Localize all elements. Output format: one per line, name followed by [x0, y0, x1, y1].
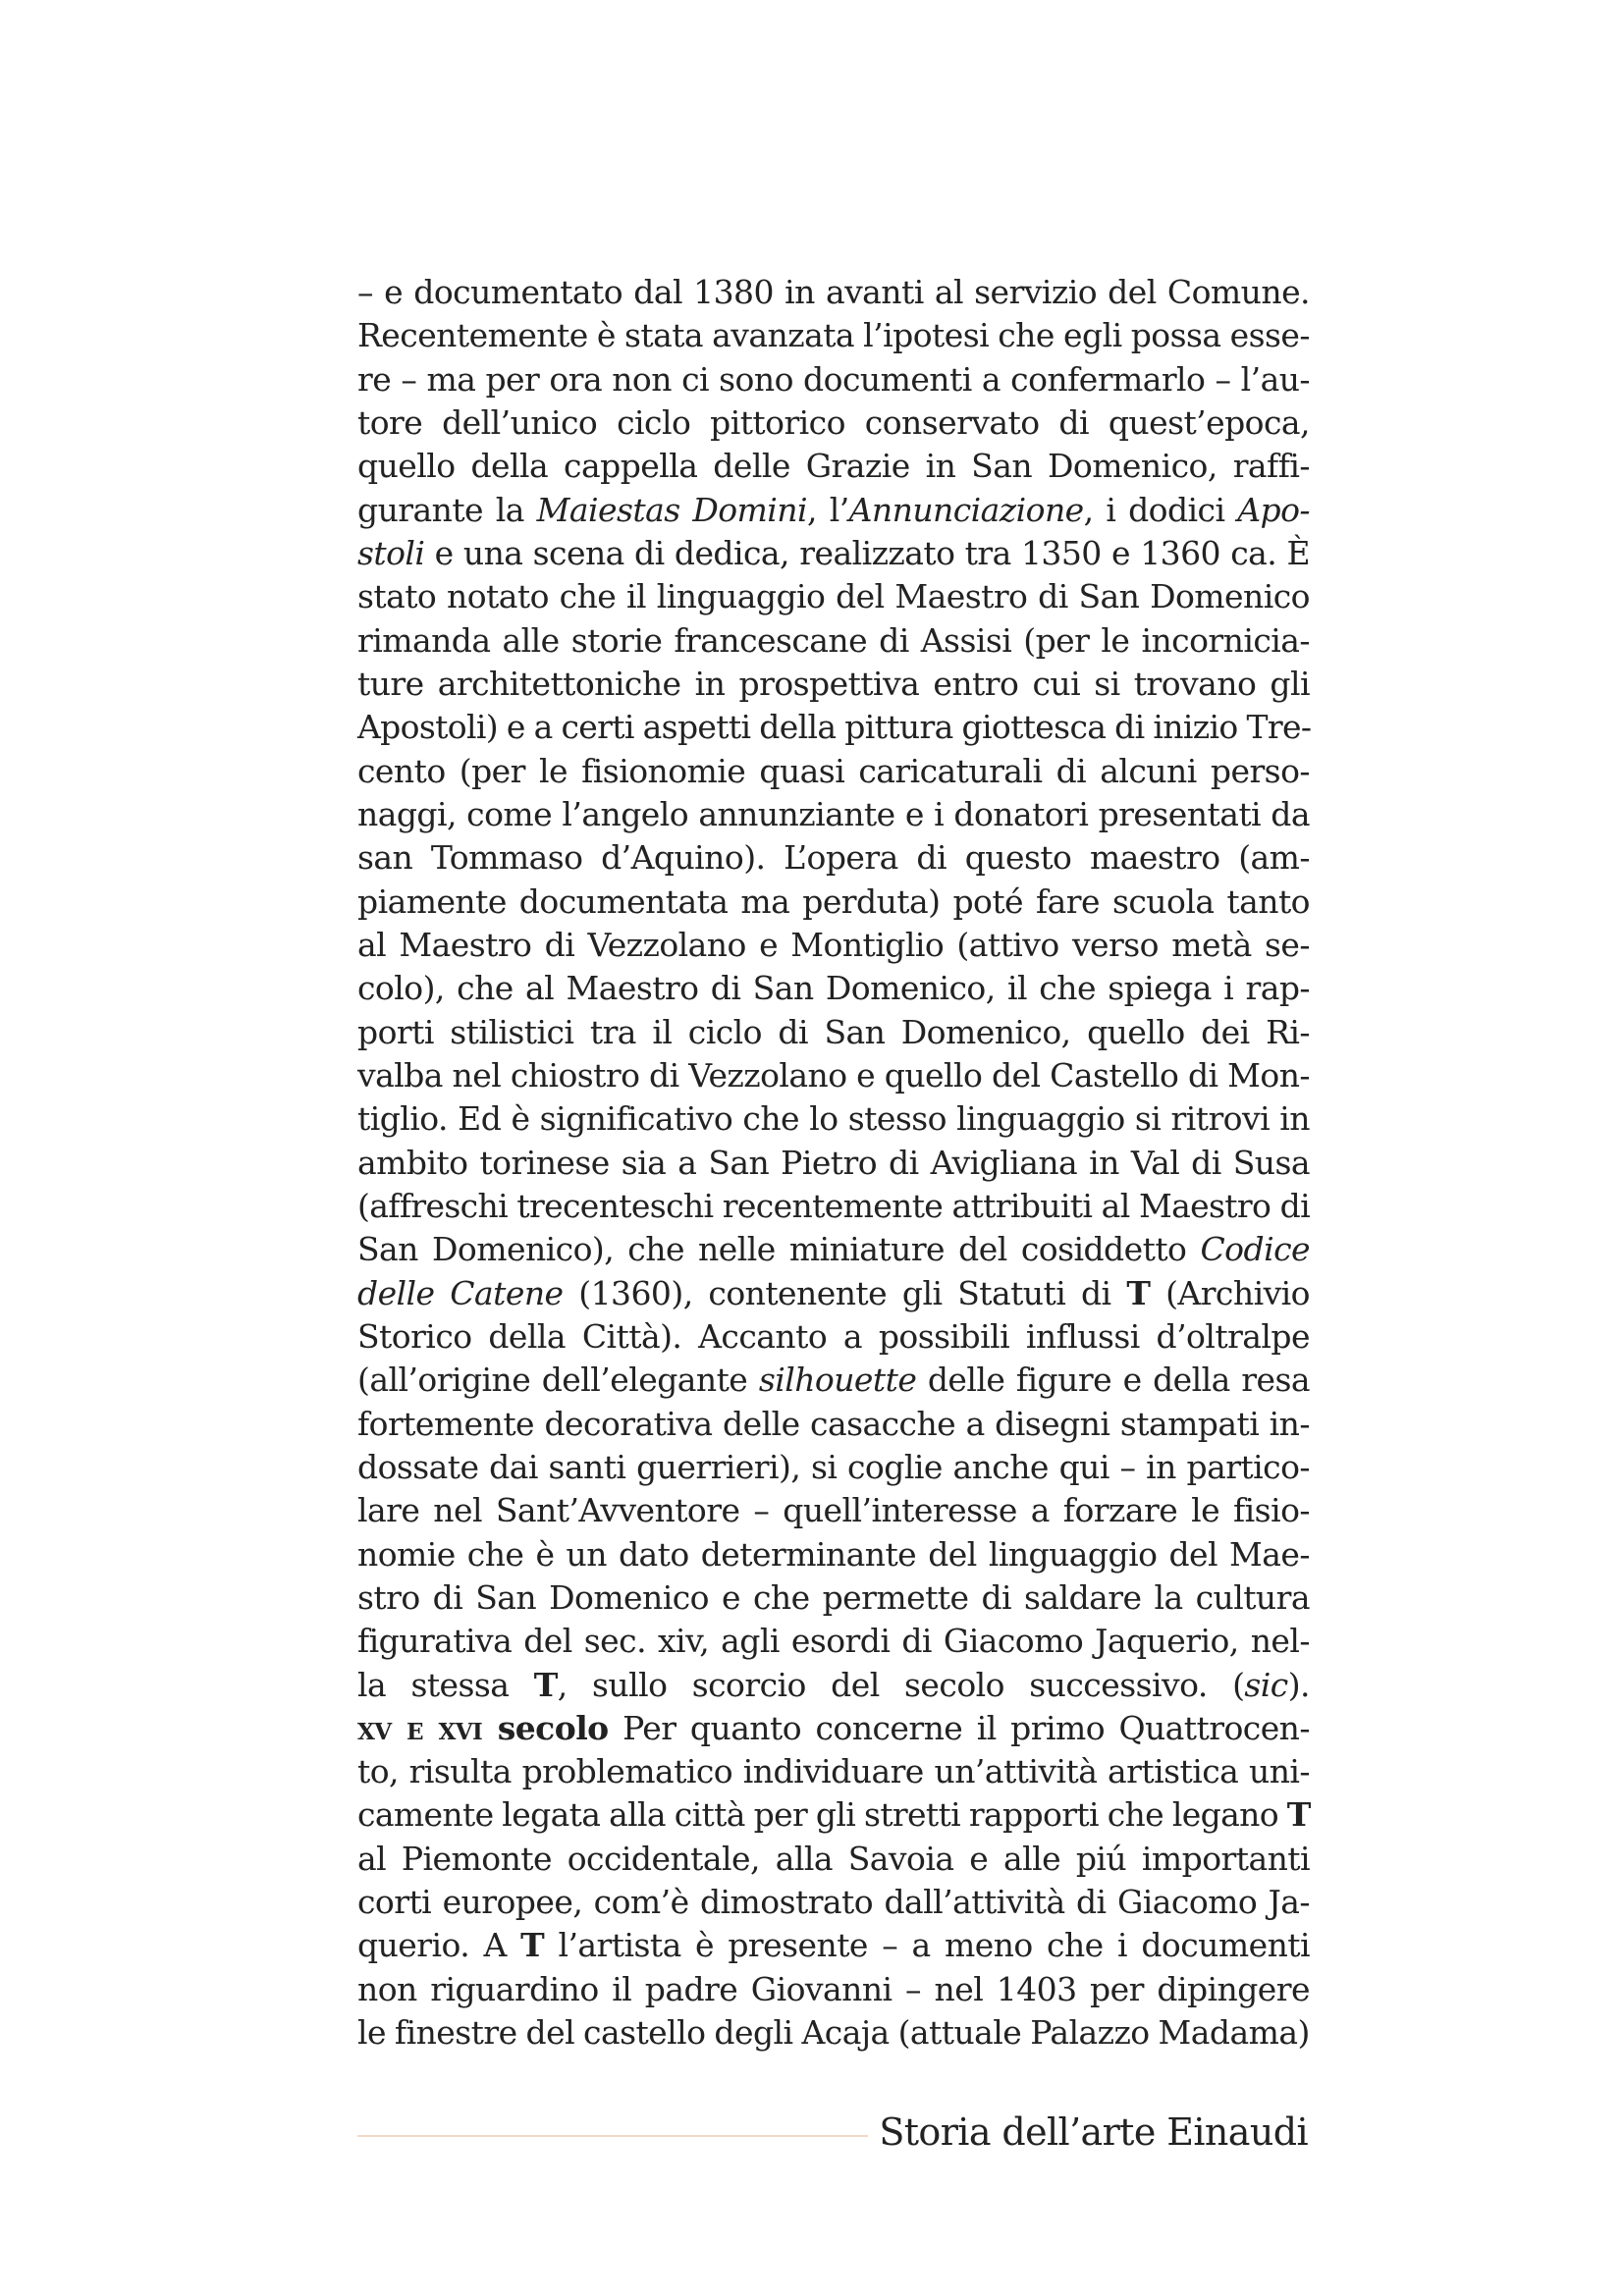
text-line: [357, 1750, 1310, 1793]
text-line: [357, 575, 1310, 618]
text-line: [357, 1446, 1310, 1489]
text-segment: valba nel chiostro di Vezzolano e quello del Castello di Mon-: [357, 1055, 1310, 1095]
text-line: [357, 1228, 1310, 1271]
text-segment: xv e xvi: [357, 1708, 483, 1747]
text-line: [357, 1359, 1310, 1402]
footer-title: Storia dell’arte Einaudi: [879, 2110, 1308, 2154]
text-segment: delle Catene: [357, 1273, 564, 1312]
text-line: [357, 1881, 1310, 1924]
text-segment: lare nel Sant’Avventore – quell’interesse a forzare le fisio-: [357, 1491, 1310, 1530]
footer-rule: [357, 2135, 868, 2137]
text-segment: e una scena di dedica, realizzato tra 1350 e 1360 ca. È: [424, 533, 1310, 572]
text-line: [357, 1968, 1310, 2011]
text-segment: tore dell’unico ciclo pittorico conservato di quest’epoca,: [357, 402, 1310, 442]
text-line: [357, 2011, 1310, 2055]
text-segment: Apo-: [1237, 490, 1310, 529]
text-line: [357, 1097, 1310, 1141]
text-segment: ture architettoniche in prospettiva entro cui si trovano gli: [357, 664, 1310, 703]
text-segment: stoli: [357, 533, 425, 572]
text-segment: al Maestro di Vezzolano e Montiglio (attivo verso metà se-: [357, 925, 1310, 964]
text-segment: non riguardino il padre Giovanni – nel 1403 per dipingere: [357, 1969, 1310, 2008]
text-segment: , sullo scorcio del secolo successivo. (: [557, 1665, 1245, 1704]
text-segment: San Domenico), che nelle miniature del cosiddetto: [357, 1230, 1201, 1269]
text-segment: dossate dai santi guerrieri), si coglie anche qui – in partico-: [357, 1447, 1310, 1486]
text-segment: (affreschi trecenteschi recentemente attribuiti al Maestro di: [357, 1186, 1310, 1225]
text-line: [357, 836, 1310, 880]
text-segment: (1360), contenente gli Statuti di: [563, 1273, 1127, 1312]
body-text: [357, 271, 1310, 2055]
text-segment: Recentemente è stata avanzata l’ipotesi che egli possa esse-: [357, 316, 1310, 355]
text-segment: (Archivio: [1150, 1273, 1310, 1312]
text-line: [357, 1142, 1310, 1185]
text-segment: camente legata alla città per gli stretti rapporti che legano: [357, 1795, 1287, 1835]
text-segment: gurante la: [357, 490, 537, 529]
text-line: [357, 750, 1310, 793]
text-line: [357, 1272, 1310, 1315]
text-segment: rimanda alle storie francescane di Assisi (per le incornicia-: [357, 620, 1310, 660]
text-segment: porti stilistici tra il ciclo di San Domenico, quello dei Ri-: [357, 1012, 1310, 1051]
text-segment: nomie che è un dato determinante del linguaggio del Mae-: [357, 1534, 1310, 1574]
text-segment: to, risulta problematico individuare un’attività artistica uni-: [357, 1752, 1310, 1791]
text-segment: cento (per le fisionomie quasi caricaturali di alcuni perso-: [357, 751, 1310, 790]
text-segment: – e documentato dal 1380 in avanti al servizio del Comune.: [357, 273, 1310, 311]
text-segment: silhouette: [758, 1361, 917, 1400]
text-segment: l’artista è presente – a meno che i documenti: [544, 1926, 1311, 1965]
text-segment: san Tommaso d’Aquino). L’opera di questo maestro (am-: [357, 838, 1310, 878]
text-segment: , i dodici: [1083, 490, 1238, 529]
text-line: [357, 1054, 1310, 1097]
text-segment: Per quanto concerne il primo Quattrocen-: [608, 1708, 1310, 1747]
text-segment: Apostoli) e a certi aspetti della pittura giottesca di inizio Tre-: [357, 708, 1312, 747]
text-segment: T: [520, 1926, 545, 1965]
text-line: [357, 532, 1310, 575]
text-line: [357, 967, 1310, 1010]
text-segment: fortemente decorativa delle casacche a disegni stampati in-: [357, 1404, 1310, 1443]
text-segment: T: [533, 1665, 558, 1704]
text-line: [357, 1489, 1310, 1532]
text-segment: colo), che al Maestro di San Domenico, il che spiega i rap-: [357, 969, 1310, 1008]
text-line: [357, 1576, 1310, 1620]
text-segment: , l’: [807, 490, 849, 529]
text-line: [357, 1403, 1310, 1446]
text-line: [357, 663, 1310, 706]
text-segment: re – ma per ora non ci sono documenti a confermarlo – l’au-: [357, 359, 1310, 399]
text-segment: corti europee, com’è dimostrato dall’attività di Giacomo Ja-: [357, 1883, 1310, 1922]
text-segment: Codice: [1200, 1230, 1310, 1269]
text-segment: Maiestas Domini: [536, 490, 808, 529]
text-line: [357, 401, 1310, 445]
text-segment: Annunciazione: [848, 490, 1084, 529]
text-segment: ambito torinese sia a San Pietro di Avigliana in Val di Susa: [357, 1143, 1310, 1182]
text-line: [357, 706, 1310, 749]
text-line: [357, 358, 1310, 401]
text-line: [357, 1924, 1310, 1967]
text-line: [357, 1793, 1310, 1837]
text-line: [357, 793, 1310, 836]
text-line: [357, 881, 1310, 924]
text-segment: sic: [1244, 1665, 1288, 1704]
text-line: [357, 1664, 1310, 1707]
text-line: [357, 314, 1310, 357]
text-line: [357, 445, 1310, 488]
text-segment: al Piemonte occidentale, alla Savoia e alle piú importanti: [357, 1839, 1310, 1878]
text-segment: naggi, come l’angelo annunziante e i donatori presentati da: [357, 794, 1310, 833]
text-line: [357, 924, 1310, 967]
text-line: [357, 489, 1310, 532]
text-segment: stro di San Domenico e che permette di saldare la cultura: [357, 1577, 1310, 1617]
text-segment: piamente documentata ma perduta) poté fare scuola tanto: [357, 881, 1310, 921]
text-segment: (all’origine dell’elegante: [357, 1361, 759, 1400]
text-segment: delle figure e della resa: [916, 1361, 1310, 1400]
text-line: [357, 1533, 1310, 1576]
text-segment: figurativa del sec. xiv, agli esordi di Giacomo Jaquerio, nel-: [357, 1622, 1310, 1661]
text-segment: secolo: [482, 1708, 609, 1747]
text-line: [357, 271, 1310, 314]
text-segment: le finestre del castello degli Acaja (attuale Palazzo Madama): [357, 2013, 1310, 2053]
text-segment: tiglio. Ed è significativo che lo stesso linguaggio si ritrovi in: [357, 1099, 1310, 1139]
text-segment: la stessa: [357, 1665, 534, 1704]
text-segment: T: [1126, 1273, 1151, 1312]
text-line: [357, 1620, 1310, 1663]
text-segment: stato notato che il linguaggio del Maestro di San Domenico: [357, 577, 1310, 616]
text-segment: Storico della Città). Accanto a possibili influssi d’oltralpe: [357, 1316, 1310, 1356]
text-line: [357, 1707, 1310, 1750]
text-segment: quello della cappella delle Grazie in San Domenico, raffi-: [357, 447, 1310, 486]
text-line: [357, 1315, 1310, 1359]
text-segment: querio. A: [357, 1926, 521, 1965]
text-segment: T: [1286, 1795, 1311, 1835]
text-line: [357, 1838, 1310, 1881]
text-line: [357, 1011, 1310, 1054]
text-line: [357, 619, 1310, 663]
text-line: [357, 1185, 1310, 1228]
text-segment: ).: [1287, 1665, 1310, 1704]
